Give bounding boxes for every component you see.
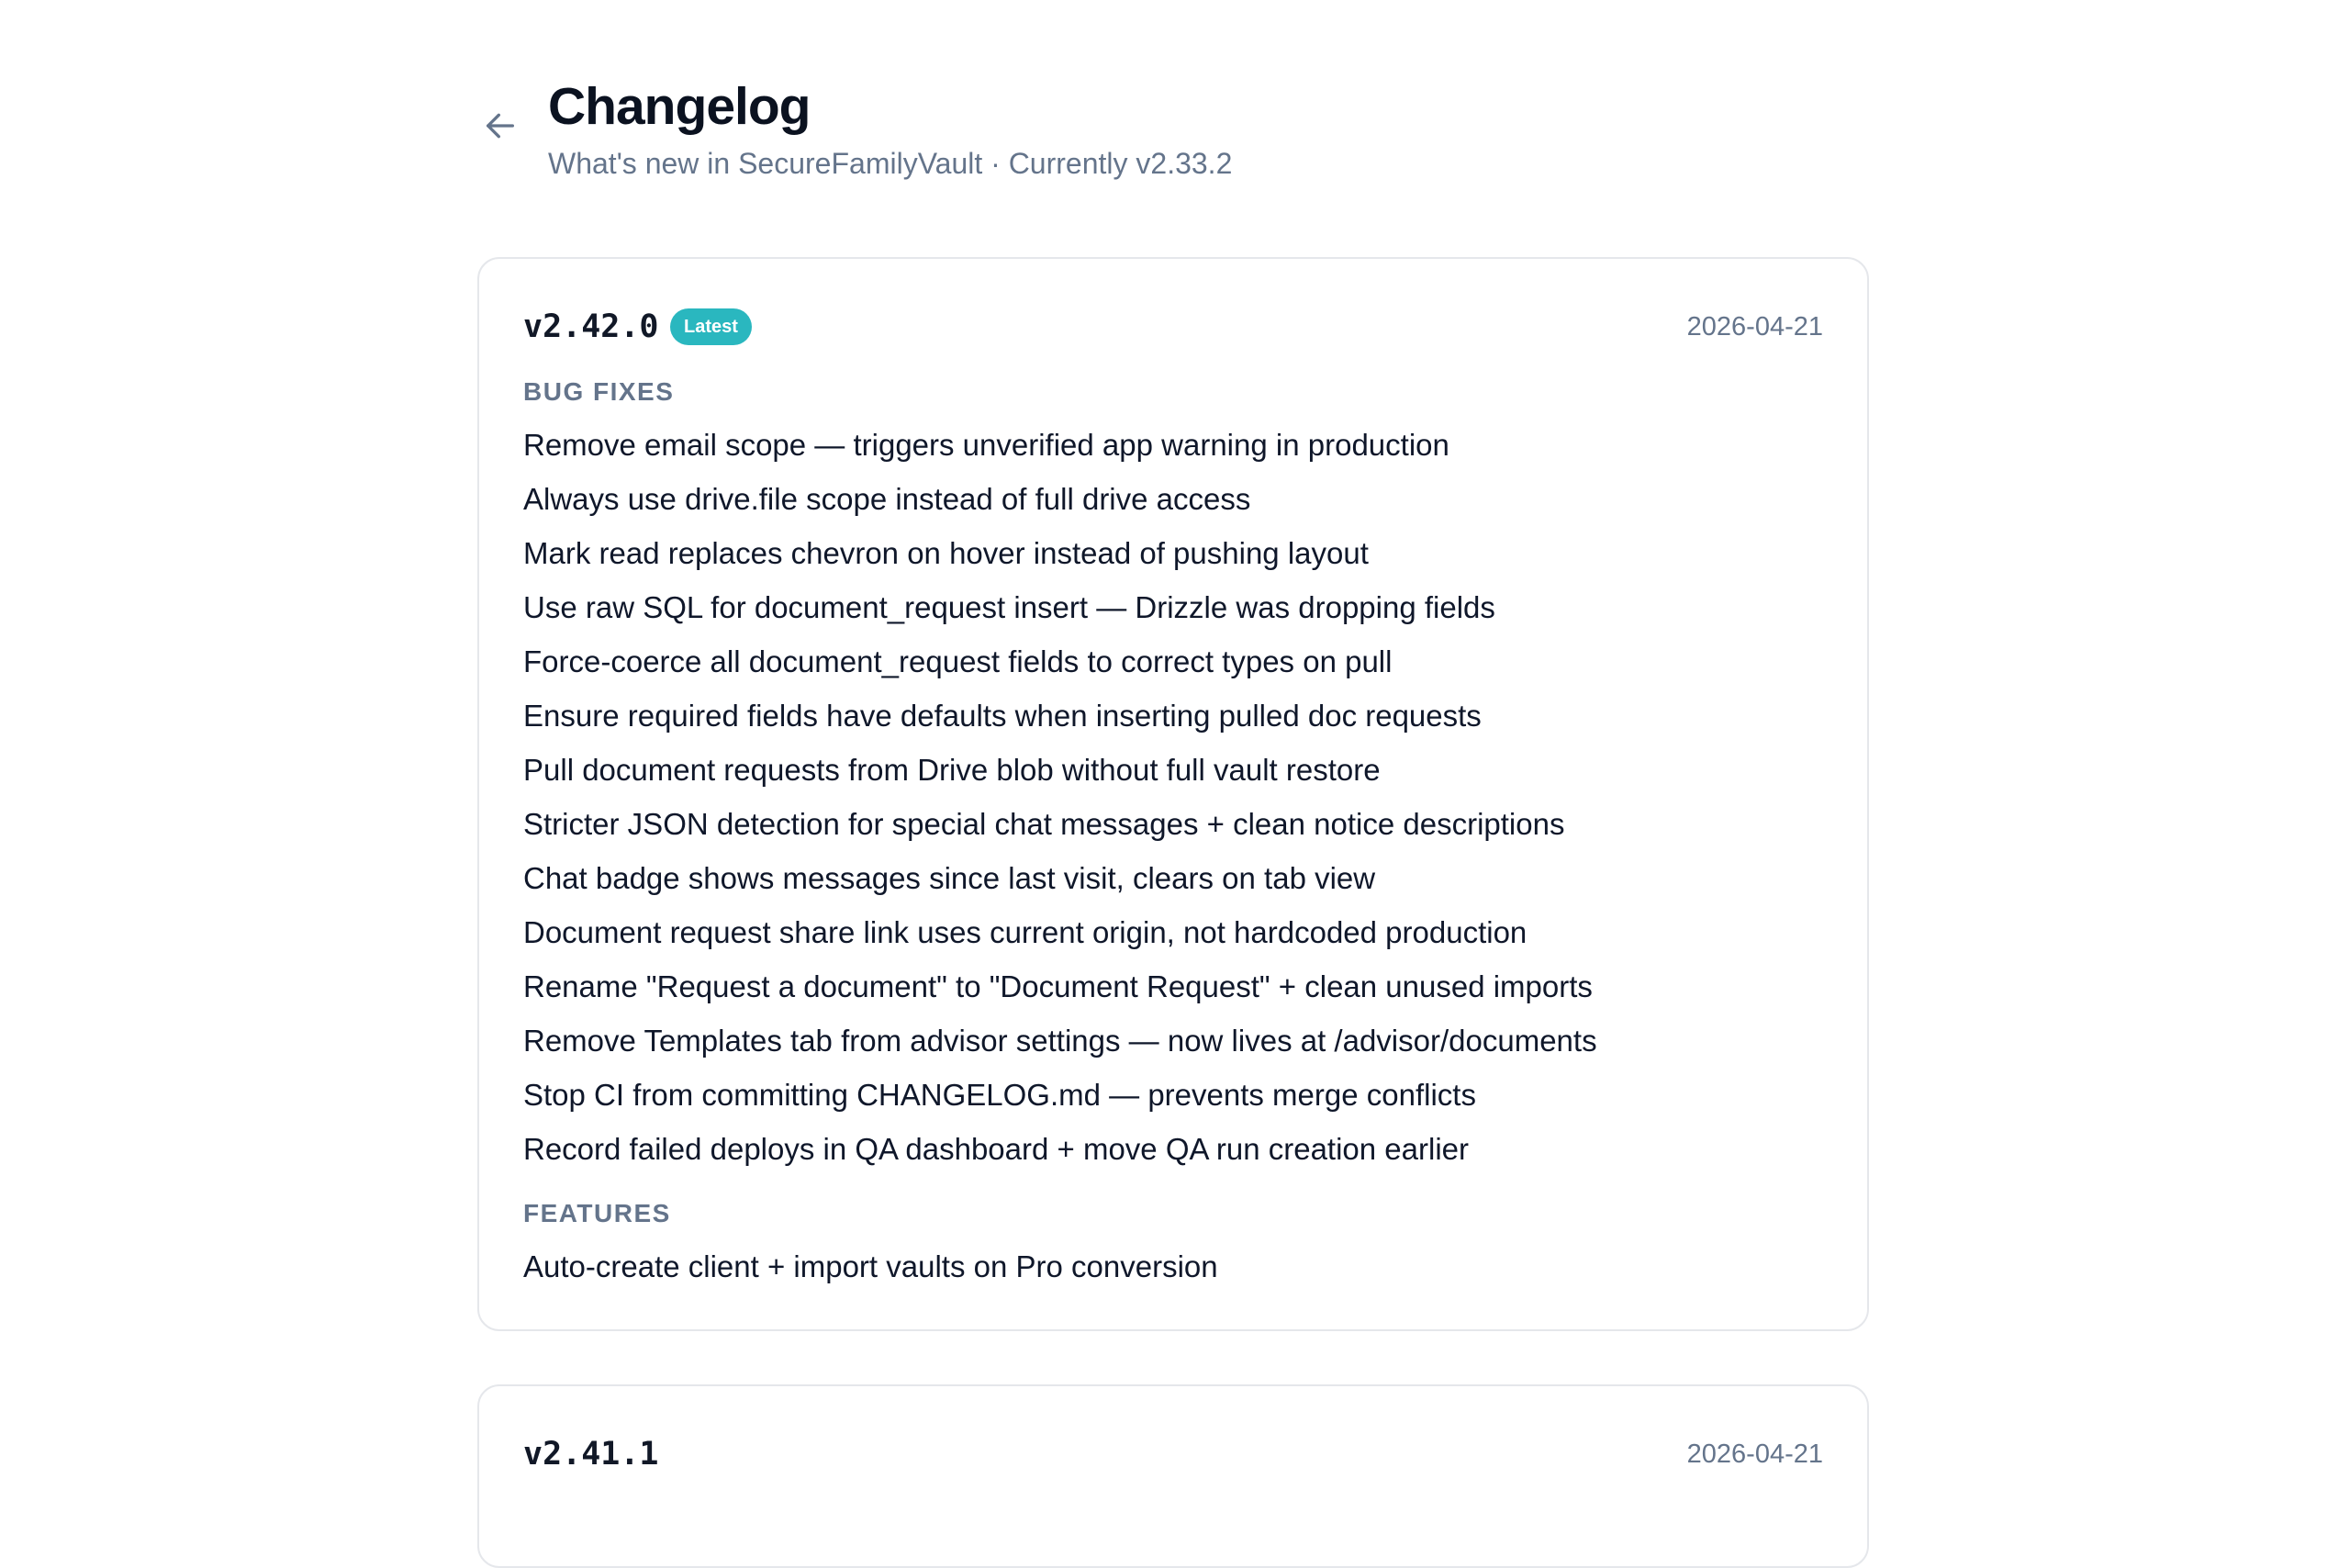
list-item: Rename "Request a document" to "Document Request" + clean unused imports <box>523 969 1593 1003</box>
list-item: Force-coerce all document_request fields to correct types on pull <box>523 644 1393 678</box>
section-title: BUG FIXES <box>523 377 675 406</box>
page-subtitle: What's new in SecureFamilyVault · Currently v2.33.2 <box>548 147 1233 180</box>
release-date: 2026-04-21 <box>1686 1439 1823 1469</box>
list-item: Pull document requests from Drive blob without full vault restore <box>523 753 1381 787</box>
section-title: FEATURES <box>523 1199 671 1227</box>
list-item: Remove email scope — triggers unverified app warning in production <box>523 428 1449 462</box>
release-version: v2.41.1 <box>523 1436 659 1473</box>
changelog-page <box>477 0 1873 1473</box>
list-item: Chat badge shows messages since last visit, clears on tab view <box>523 861 1376 895</box>
release-card <box>477 1384 1869 1568</box>
list-item: Use raw SQL for document_request insert — Drizzle was dropping fields <box>523 590 1495 624</box>
release-version: v2.42.0 <box>523 308 659 345</box>
latest-badge: Latest <box>670 308 752 345</box>
list-item: Stop CI from committing CHANGELOG.md — prevents merge conflicts <box>523 1078 1476 1112</box>
features-list <box>523 1239 1823 1294</box>
list-item: Remove Templates tab from advisor settings — now lives at /advisor/documents <box>523 1024 1597 1058</box>
list-item: Mark read replaces chevron on hover instead of pushing layout <box>523 536 1369 570</box>
release-date: 2026-04-21 <box>1686 312 1823 342</box>
back-button[interactable] <box>477 103 523 149</box>
arrow-left-icon <box>482 107 519 144</box>
list-item: Always use drive.file scope instead of full drive access <box>523 482 1251 516</box>
page-header <box>477 0 1873 257</box>
release-header <box>523 305 1823 349</box>
list-item: Auto-create client + import vaults on Pro conversion <box>523 1249 1218 1283</box>
list-item: Document request share link uses current origin, not hardcoded production <box>523 915 1528 949</box>
page-title: Changelog <box>548 77 811 136</box>
list-item: Stricter JSON detection for special chat messages + clean notice descriptions <box>523 807 1565 841</box>
list-item: Record failed deploys in QA dashboard + move QA run creation earlier <box>523 1132 1469 1166</box>
release-card <box>477 257 1869 1331</box>
release-header <box>523 1432 1823 1476</box>
list-item: Ensure required fields have defaults when inserting pulled doc requests <box>523 699 1482 733</box>
features-section <box>523 1195 1823 1294</box>
bug-fixes-section <box>523 374 1823 1176</box>
bug-fixes-list <box>523 418 1823 1176</box>
